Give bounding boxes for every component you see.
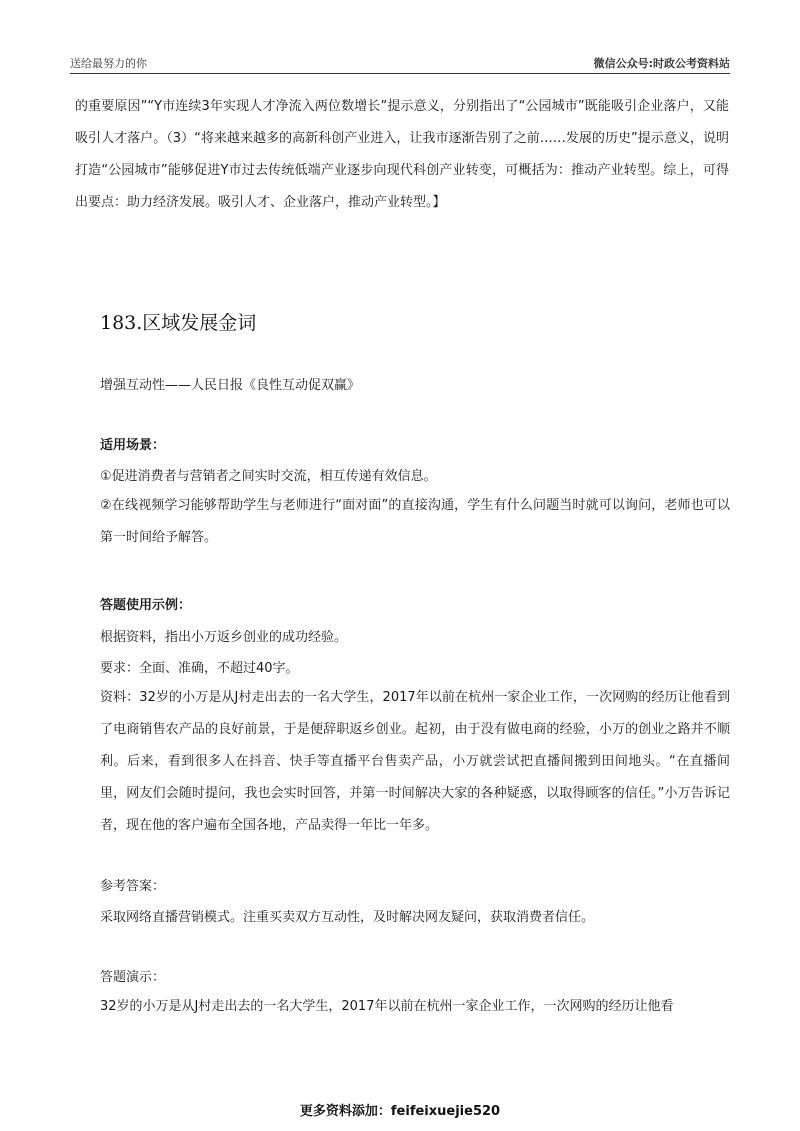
page-footer: 更多资料添加：feifeixuejie520	[299, 1104, 501, 1119]
demo-text: 32岁的小万是从J村走出去的一名大学生，2017年以前在杭州一家企业工作，一次网购的经历让他看	[100, 999, 674, 1014]
header-divider	[70, 73, 730, 74]
continued-paragraph: 的重要原因”“Y市连续3年实现人才净流入两位数增长”提示意义，分别指出了“公园城市”既能吸引企业落户，又能吸引人才落户。（3）“将来越来越多的高新科创产业进入，让我市逐渐告别了之前……发展的历史”提示意义，说明打造“公园城市”能够促进Y市过去传统低端产业逐步向现代科创产业转变，可概括为：推动产业转型。综上，可得出要点：助力经济发展。吸引人才、企业落户，推动产业转型。】	[75, 99, 729, 210]
page-header	[70, 52, 730, 72]
example-material: 资料：32岁的小万是从J村走出去的一名大学生，2017年以前在杭州一家企业工作，一次网购的经历让他看到了电商销售农产品的良好前景，于是便辞职返乡创业。起初，由于没有做电商的经验，小万的创业之路并不顺利。后来，看到很多人在抖音、快手等直播平台售卖产品，小万就尝试把直播间搬到田间地头。“在直播间里，网友们会随时提问，我也会实时回答，并第一时间解决大家的各种疑惑，以取得顾客的信任。”小万告诉记者，现在他的客户遍布全国各地，产品卖得一年比一年多。	[100, 690, 730, 833]
scenario-item-2: ②在线视频学习能够帮助学生与老师进行“面对面”的直接沟通，学生有什么问题当时就可以询问，老师也可以第一时间给予解答。	[100, 498, 730, 545]
example-label: 答题使用示例：	[100, 598, 192, 613]
section-title: 183.区域发展金词	[100, 312, 257, 334]
scenario-item-1: ①促进消费者与营销者之间实时交流，相互传递有效信息。	[100, 469, 437, 484]
example-question: 根据资料，指出小万返乡创业的成功经验。	[100, 630, 348, 645]
scenarios-label: 适用场景：	[100, 438, 166, 453]
reference-answer: 采取网络直播营销模式。注重买卖双方互动性，及时解决网友疑问，获取消费者信任。	[100, 910, 595, 925]
demo-label: 答题演示：	[100, 970, 166, 985]
section-subtitle: 增强互动性——人民日报《良性互动促双赢》	[100, 378, 361, 393]
header-wechat-account: 微信公众号:时政公考资料站	[593, 57, 730, 70]
header-slogan: 送给最努力的你	[70, 57, 147, 70]
answer-label: 参考答案：	[100, 879, 166, 894]
example-requirement: 要求：全面、准确，不超过40字。	[100, 661, 299, 676]
